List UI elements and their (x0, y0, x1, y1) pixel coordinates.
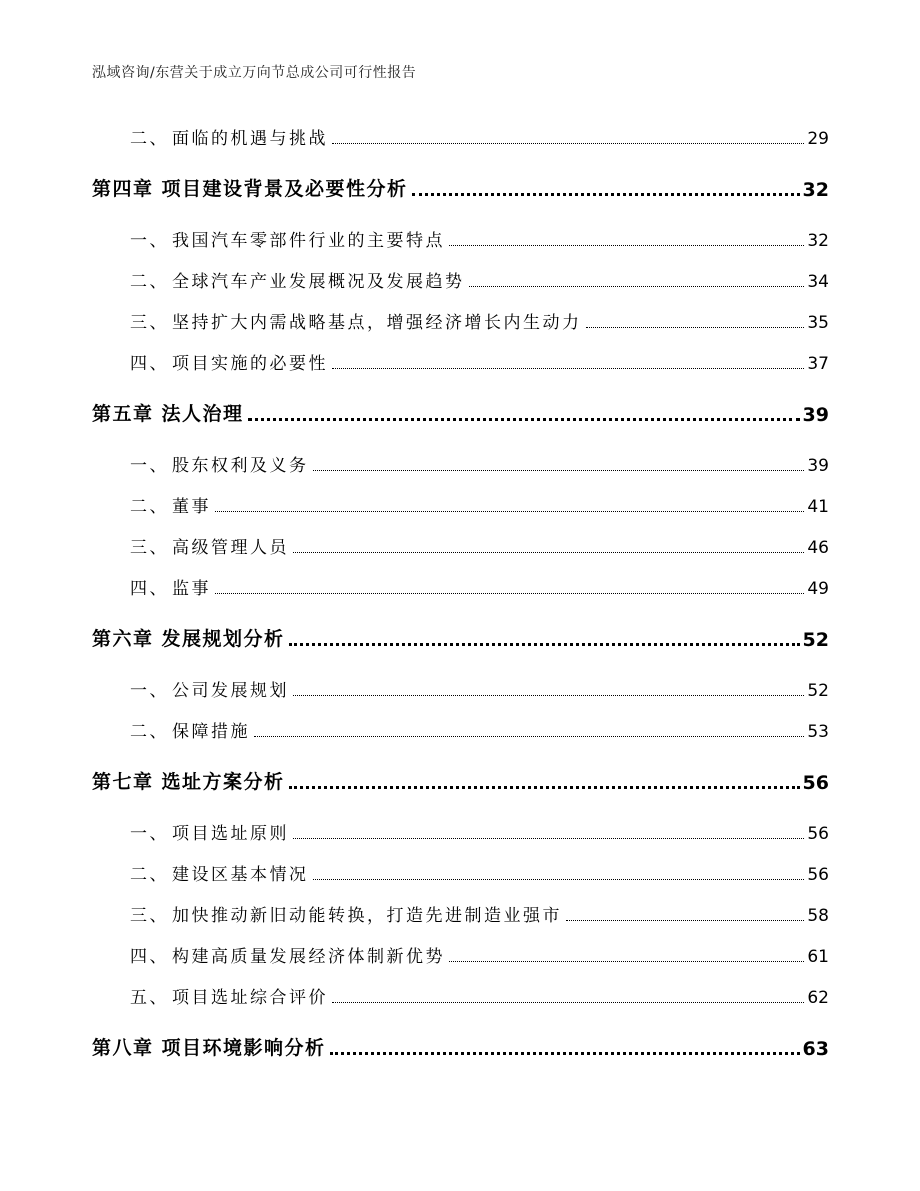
dot-leader (412, 192, 800, 196)
toc-entry[interactable] (92, 983, 829, 1008)
dot-leader (254, 735, 804, 737)
toc-entry-title: 全球汽车产业发展概况及发展趋势 (172, 272, 465, 292)
toc-entry[interactable] (92, 676, 829, 701)
dot-leader (293, 551, 804, 553)
toc-chapter-page: 56 (802, 772, 829, 794)
toc-entry[interactable] (92, 860, 829, 885)
dot-leader (332, 142, 804, 144)
toc-entry-number: 一、 (130, 681, 169, 701)
toc-entry-title: 项目选址综合评价 (172, 988, 328, 1008)
toc-entry[interactable] (92, 451, 829, 476)
toc-entry-title: 坚持扩大内需战略基点，增强经济增长内生动力 (172, 313, 582, 333)
dot-leader (586, 326, 805, 328)
dot-leader (215, 592, 804, 594)
toc-entry[interactable] (92, 124, 829, 149)
dot-leader (289, 785, 800, 789)
toc-entry-title: 公司发展规划 (172, 681, 289, 701)
toc-entry[interactable] (92, 308, 829, 333)
toc-chapter-title: 选址方案分析 (161, 771, 285, 793)
toc-entry-page: 62 (807, 988, 829, 1008)
toc-entry-title: 构建高质量发展经济体制新优势 (172, 947, 445, 967)
dot-leader (449, 960, 804, 962)
toc-entry[interactable] (92, 533, 829, 558)
toc-entry-title: 面临的机遇与挑战 (172, 129, 328, 149)
toc-entry-title: 保障措施 (172, 722, 250, 742)
toc-entry[interactable] (92, 492, 829, 517)
toc-chapter[interactable] (92, 1033, 829, 1060)
toc-entry-title: 董事 (172, 497, 211, 517)
toc-entry[interactable] (92, 717, 829, 742)
toc-chapter-number: 第六章 (92, 628, 154, 650)
toc-entry-page: 61 (807, 947, 829, 967)
toc-entry-number: 五、 (130, 988, 169, 1008)
toc-entry-number: 四、 (130, 354, 169, 374)
toc-entry[interactable] (92, 574, 829, 599)
dot-leader (566, 919, 804, 921)
toc-chapter[interactable] (92, 767, 829, 794)
toc-entry-title: 项目实施的必要性 (172, 354, 328, 374)
toc-chapter[interactable] (92, 174, 829, 201)
toc-entry-page: 39 (807, 456, 829, 476)
toc-chapter-title: 发展规划分析 (161, 628, 285, 650)
toc-chapter-page: 52 (802, 629, 829, 651)
toc-entry-number: 三、 (130, 313, 169, 333)
toc-entry-number: 二、 (130, 129, 169, 149)
toc-chapter-number: 第四章 (92, 178, 154, 200)
dot-leader (313, 469, 805, 471)
toc-chapter-title: 项目建设背景及必要性分析 (161, 178, 408, 200)
toc-entry-number: 四、 (130, 579, 169, 599)
toc-entry-page: 34 (807, 272, 829, 292)
toc-chapter-title: 法人治理 (161, 403, 244, 425)
dot-leader (332, 367, 804, 369)
toc-chapter-page: 32 (802, 179, 829, 201)
toc-entry[interactable] (92, 942, 829, 967)
toc-entry-number: 四、 (130, 947, 169, 967)
toc-entry[interactable] (92, 226, 829, 251)
toc-entry-title: 项目选址原则 (172, 824, 289, 844)
toc-entry-number: 二、 (130, 272, 169, 292)
toc-entry-page: 52 (807, 681, 829, 701)
toc-entry-title: 我国汽车零部件行业的主要特点 (172, 231, 445, 251)
dot-leader (449, 244, 804, 246)
toc-entry-title: 股东权利及义务 (172, 456, 309, 476)
toc-entry-number: 二、 (130, 497, 169, 517)
toc-entry-title: 监事 (172, 579, 211, 599)
toc-chapter[interactable] (92, 399, 829, 426)
dot-leader (293, 837, 804, 839)
toc-entry-number: 二、 (130, 865, 169, 885)
toc-entry-page: 37 (807, 354, 829, 374)
toc-entry-number: 三、 (130, 538, 169, 558)
toc-entry-page: 46 (807, 538, 829, 558)
toc-entry-page: 53 (807, 722, 829, 742)
toc-entry-number: 一、 (130, 231, 169, 251)
toc-entry[interactable] (92, 267, 829, 292)
toc-entry-page: 32 (807, 231, 829, 251)
toc-entry[interactable] (92, 901, 829, 926)
toc-chapter[interactable] (92, 624, 829, 651)
dot-leader (313, 878, 805, 880)
toc-entry-page: 56 (807, 865, 829, 885)
toc-entry-page: 56 (807, 824, 829, 844)
toc-entry-title: 建设区基本情况 (172, 865, 309, 885)
toc-entry-number: 二、 (130, 722, 169, 742)
toc-entry-title: 高级管理人员 (172, 538, 289, 558)
toc-chapter-number: 第五章 (92, 403, 154, 425)
toc-entry[interactable] (92, 349, 829, 374)
toc-entry[interactable] (92, 819, 829, 844)
toc-entry-page: 49 (807, 579, 829, 599)
toc-entry-page: 29 (807, 129, 829, 149)
dot-leader (248, 417, 800, 421)
dot-leader (289, 642, 800, 646)
toc-chapter-page: 63 (802, 1038, 829, 1060)
dot-leader (215, 510, 804, 512)
toc-entry-number: 三、 (130, 906, 169, 926)
toc-entry-number: 一、 (130, 456, 169, 476)
toc-chapter-page: 39 (802, 404, 829, 426)
dot-leader (469, 285, 805, 287)
toc-chapter-number: 第七章 (92, 771, 154, 793)
toc-entry-title: 加快推动新旧动能转换，打造先进制造业强市 (172, 906, 562, 926)
running-header: 泓域咨询/东营关于成立万向节总成公司可行性报告 (92, 65, 417, 81)
dot-leader (293, 694, 804, 696)
toc-entry-number: 一、 (130, 824, 169, 844)
dot-leader (330, 1051, 800, 1055)
toc-entry-page: 58 (807, 906, 829, 926)
dot-leader (332, 1001, 804, 1003)
toc-chapter-number: 第八章 (92, 1037, 154, 1059)
toc-entry-page: 41 (807, 497, 829, 517)
toc-chapter-title: 项目环境影响分析 (161, 1037, 326, 1059)
toc-entry-page: 35 (807, 313, 829, 333)
